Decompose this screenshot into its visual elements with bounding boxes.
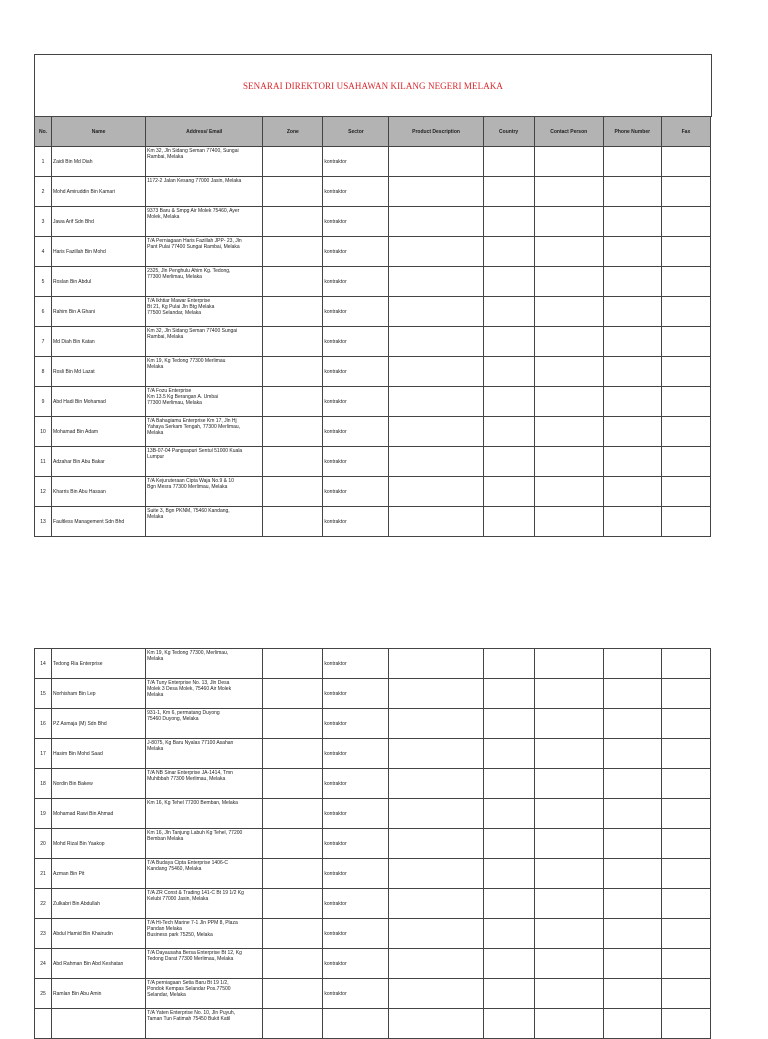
cell-product-description: [389, 829, 483, 859]
cell-fax: [661, 237, 710, 267]
cell-country: [483, 679, 534, 709]
cell-fax: [661, 387, 710, 417]
cell-zone: [263, 207, 323, 237]
cell-address: T/A Dayausaha Bersa Enterprise Bt 12, Kg Tedong Darat 77300 Merlimau, Melaka: [146, 949, 263, 979]
cell-address: T/A Perniagaan Haris Fazillah JPP- 23, Jln Pant Pulai 77400 Sungai Rambai, Melaka: [146, 237, 263, 267]
cell-contact-person: [534, 769, 603, 799]
cell-product-description: [389, 769, 483, 799]
cell-contact-person: [534, 799, 603, 829]
table-body: [35, 147, 711, 537]
cell-zone: [263, 417, 323, 447]
cell-name: Norhisham Bin Lep: [52, 679, 146, 709]
cell-contact-person: [534, 889, 603, 919]
cell-sector: kontraktor: [323, 769, 389, 799]
table-row: [35, 739, 711, 769]
cell-fax: [661, 919, 710, 949]
cell-address: 2325, Jln Penghulu Ahim Kg. Tedong, 77300 Merlimau, Melaka: [146, 267, 263, 297]
cell-product-description: [389, 267, 483, 297]
cell-country: [483, 649, 534, 679]
table-body: [35, 649, 711, 1039]
cell-no: 2: [35, 177, 52, 207]
cell-product-description: [389, 387, 483, 417]
cell-address: T/A Bahagiamu Enterprise Km 17, Jln Hj Yahaya Serkam Tengah, 77300 Merlimau, Melaka: [146, 417, 263, 447]
cell-country: [483, 829, 534, 859]
cell-phone-number: [603, 237, 661, 267]
table-row: [35, 709, 711, 739]
cell-fax: [661, 207, 710, 237]
cell-product-description: [389, 237, 483, 267]
cell-phone-number: [603, 949, 661, 979]
cell-name: PZ Asmaja (M) Sdn Bhd: [52, 709, 146, 739]
cell-phone-number: [603, 147, 661, 177]
cell-phone-number: [603, 739, 661, 769]
cell-product-description: [389, 949, 483, 979]
cell-sector: kontraktor: [323, 649, 389, 679]
cell-contact-person: [534, 237, 603, 267]
cell-name: Jawa Arif Sdn Bhd: [52, 207, 146, 237]
cell-address: 1172-2 Jalan Kesang 77000 Jasin, Melaka: [146, 177, 263, 207]
cell-phone-number: [603, 829, 661, 859]
cell-sector: kontraktor: [323, 357, 389, 387]
cell-contact-person: [534, 949, 603, 979]
cell-phone-number: [603, 327, 661, 357]
table-row: [35, 799, 711, 829]
directory-table-page2: [34, 648, 711, 1039]
cell-fax: [661, 889, 710, 919]
cell-product-description: [389, 177, 483, 207]
cell-no: 1: [35, 147, 52, 177]
cell-contact-person: [534, 387, 603, 417]
cell-no: 9: [35, 387, 52, 417]
cell-country: [483, 327, 534, 357]
header-address: Address/ Email: [146, 117, 263, 147]
cell-no: 4: [35, 237, 52, 267]
cell-address: T/A Tuny Enterprise No. 13, Jln Desa Molek 3 Desa Molek, 75460 Air Molek Melaka: [146, 679, 263, 709]
table-row: [35, 829, 711, 859]
cell-zone: [263, 799, 323, 829]
cell-fax: [661, 739, 710, 769]
cell-product-description: [389, 649, 483, 679]
cell-contact-person: [534, 147, 603, 177]
table-row: [35, 859, 711, 889]
cell-phone-number: [603, 769, 661, 799]
cell-name: Md Diah Bin Katan: [52, 327, 146, 357]
cell-product-description: [389, 507, 483, 537]
cell-no: 17: [35, 739, 52, 769]
cell-sector: kontraktor: [323, 207, 389, 237]
cell-name: Azman Bin Pit: [52, 859, 146, 889]
cell-no: 14: [35, 649, 52, 679]
cell-phone-number: [603, 387, 661, 417]
cell-zone: [263, 709, 323, 739]
cell-name: Rosli Bin Md Lazat: [52, 357, 146, 387]
cell-product-description: [389, 417, 483, 447]
cell-fax: [661, 417, 710, 447]
cell-address: Km 32, Jln Sidang Seman 77400, Sungai Rambai, Melaka: [146, 147, 263, 177]
cell-country: [483, 447, 534, 477]
cell-contact-person: [534, 207, 603, 237]
cell-product-description: [389, 709, 483, 739]
cell-address: 9373 Baru & Smpg Air Molek 75460, Ayer Molek, Melaka: [146, 207, 263, 237]
cell-fax: [661, 649, 710, 679]
cell-phone-number: [603, 207, 661, 237]
cell-country: [483, 507, 534, 537]
cell-name: Abdul Hamid Bin Khairudin: [52, 919, 146, 949]
cell-no: 7: [35, 327, 52, 357]
cell-name: Mohamad Rawi Bin Ahmad: [52, 799, 146, 829]
cell-no: 8: [35, 357, 52, 387]
cell-phone-number: [603, 417, 661, 447]
cell-address: T/A Fozu Enterprise Km 13.5 Kg Berangan A. Umbai 77300 Merlimau, Melaka: [146, 387, 263, 417]
header-name: Name: [52, 117, 146, 147]
cell-country: [483, 477, 534, 507]
cell-contact-person: [534, 679, 603, 709]
cell-zone: [263, 237, 323, 267]
cell-address: T/A Hi-Tech Marine 7-1 Jln PPM 8, Plaza Pandan Melaka Business park 75250, Melaka: [146, 919, 263, 949]
cell-contact-person: [534, 297, 603, 327]
cell-country: [483, 799, 534, 829]
cell-no: 24: [35, 949, 52, 979]
cell-fax: [661, 799, 710, 829]
cell-no: 21: [35, 859, 52, 889]
cell-contact-person: [534, 649, 603, 679]
cell-name: Adzahar Bin Abu Bakar: [52, 447, 146, 477]
cell-phone-number: [603, 919, 661, 949]
cell-fax: [661, 769, 710, 799]
cell-sector: kontraktor: [323, 739, 389, 769]
cell-contact-person: [534, 477, 603, 507]
document-title: SENARAI DIREKTORI USAHAWAN KILANG NEGERI MELAKA: [242, 81, 504, 91]
cell-country: [483, 207, 534, 237]
cell-no: 6: [35, 297, 52, 327]
cell-sector: kontraktor: [323, 507, 389, 537]
cell-sector: kontraktor: [323, 679, 389, 709]
cell-address: Km 32, Jln Sidang Seman 77400 Sungai Rambai, Melaka: [146, 327, 263, 357]
cell-fax: [661, 267, 710, 297]
cell-address: T/A Yaten Enterprise No. 10, Jln Puyuh, Taman Tun Fatimah 75450 Bukit Katil: [146, 1009, 263, 1039]
cell-country: [483, 297, 534, 327]
cell-phone-number: [603, 177, 661, 207]
cell-sector: kontraktor: [323, 177, 389, 207]
cell-country: [483, 387, 534, 417]
cell-address: 931-1, Km 6, permatang Duyong 75460 Duyong, Melaka: [146, 709, 263, 739]
table-row: [35, 507, 711, 537]
cell-phone-number: [603, 447, 661, 477]
header-row: [35, 117, 711, 147]
cell-product-description: [389, 799, 483, 829]
cell-zone: [263, 889, 323, 919]
cell-zone: [263, 859, 323, 889]
cell-sector: kontraktor: [323, 949, 389, 979]
cell-no: 3: [35, 207, 52, 237]
table-row: [35, 889, 711, 919]
cell-sector: kontraktor: [323, 919, 389, 949]
cell-contact-person: [534, 267, 603, 297]
cell-sector: kontraktor: [323, 147, 389, 177]
header-contact-person: Contact Person: [534, 117, 603, 147]
cell-address: T/A Ikhtiar Mawar Enterprise Bt 21, Kg Pulai Jln Btg Melaka 77500 Selandar, Melaka: [146, 297, 263, 327]
cell-sector: kontraktor: [323, 859, 389, 889]
table-row: [35, 679, 711, 709]
cell-fax: [661, 327, 710, 357]
cell-country: [483, 709, 534, 739]
cell-address: Km 16, Kg Tehel 77200 Bemban, Melaka: [146, 799, 263, 829]
table-row: [35, 949, 711, 979]
cell-sector: kontraktor: [323, 889, 389, 919]
cell-fax: [661, 507, 710, 537]
table-row: [35, 297, 711, 327]
cell-zone: [263, 979, 323, 1009]
cell-sector: kontraktor: [323, 387, 389, 417]
cell-phone-number: [603, 979, 661, 1009]
cell-zone: [263, 829, 323, 859]
cell-sector: kontraktor: [323, 267, 389, 297]
cell-country: [483, 237, 534, 267]
cell-zone: [263, 357, 323, 387]
cell-no: 13: [35, 507, 52, 537]
cell-no: 12: [35, 477, 52, 507]
table-row: [35, 417, 711, 447]
cell-zone: [263, 649, 323, 679]
cell-name: Mohd Amiruddin Bin Kamari: [52, 177, 146, 207]
cell-zone: [263, 507, 323, 537]
cell-no: 23: [35, 919, 52, 949]
cell-country: [483, 357, 534, 387]
header-fax: Fax: [661, 117, 710, 147]
cell-phone-number: [603, 679, 661, 709]
cell-zone: [263, 177, 323, 207]
cell-zone: [263, 447, 323, 477]
cell-address: T/A Kejuruteraan Cipta Waja No.9 & 10 Bgn Mesra 77300 Merlimau, Melaka: [146, 477, 263, 507]
cell-contact-person: [534, 357, 603, 387]
cell-sector: kontraktor: [323, 799, 389, 829]
table-row: [35, 649, 711, 679]
cell-sector: kontraktor: [323, 297, 389, 327]
cell-country: [483, 979, 534, 1009]
cell-name: Rahim Bin A Ghani: [52, 297, 146, 327]
cell-contact-person: [534, 859, 603, 889]
cell-phone-number: [603, 709, 661, 739]
cell-country: [483, 949, 534, 979]
cell-no: 25: [35, 979, 52, 1009]
cell-zone: [263, 297, 323, 327]
cell-fax: [661, 477, 710, 507]
cell-product-description: [389, 327, 483, 357]
cell-no: 5: [35, 267, 52, 297]
cell-zone: [263, 919, 323, 949]
cell-zone: [263, 739, 323, 769]
cell-sector: kontraktor: [323, 477, 389, 507]
cell-country: [483, 769, 534, 799]
cell-fax: [661, 147, 710, 177]
header-product-description: Product Description: [389, 117, 483, 147]
cell-zone: [263, 267, 323, 297]
cell-zone: [263, 769, 323, 799]
cell-sector: kontraktor: [323, 417, 389, 447]
cell-zone: [263, 327, 323, 357]
cell-country: [483, 889, 534, 919]
cell-product-description: [389, 147, 483, 177]
cell-name: Mohd Rizal Bin Yaakop: [52, 829, 146, 859]
cell-no: 18: [35, 769, 52, 799]
cell-address: T/A NB Sinar Enterprise JA-1414, Tmn Muhibbah 77300 Merlimau, Melaka: [146, 769, 263, 799]
cell-name: Ramlan Bin Abu Amin: [52, 979, 146, 1009]
cell-no: 10: [35, 417, 52, 447]
table-row: [35, 327, 711, 357]
cell-phone-number: [603, 507, 661, 537]
table-row: [35, 207, 711, 237]
cell-product-description: [389, 297, 483, 327]
table-row: [35, 267, 711, 297]
cell-name: Abd Rahman Bin Abd Keshatan: [52, 949, 146, 979]
cell-address: T/A Budaya Cipta Enterprise 1406-C Kandang 75460, Melaka: [146, 859, 263, 889]
cell-phone-number: [603, 889, 661, 919]
cell-product-description: [389, 739, 483, 769]
cell-no: 15: [35, 679, 52, 709]
cell-name: Haris Fazillah Bin Mohd: [52, 237, 146, 267]
cell-phone-number: [603, 267, 661, 297]
cell-no: 19: [35, 799, 52, 829]
cell-fax: [661, 859, 710, 889]
table-row: [35, 387, 711, 417]
cell-product-description: [389, 679, 483, 709]
cell-contact-person: [534, 177, 603, 207]
cell-phone-number: [603, 477, 661, 507]
cell-zone: [263, 387, 323, 417]
cell-product-description: [389, 859, 483, 889]
cell-contact-person: [534, 327, 603, 357]
cell-product-description: [389, 979, 483, 1009]
cell-address: Km 16, Jln Tanjung Labuh Kg Tehel, 77200 Bemban Melaka: [146, 829, 263, 859]
table-row: [35, 147, 711, 177]
header-country: Country: [483, 117, 534, 147]
cell-country: [483, 919, 534, 949]
cell-product-description: [389, 477, 483, 507]
cell-address: 13B-07-04 Pangsapuri Sentul 51000 Kuala Lumpur: [146, 447, 263, 477]
cell-fax: [661, 829, 710, 859]
cell-product-description: [389, 919, 483, 949]
cell-contact-person: [534, 979, 603, 1009]
cell-name: Hasim Bin Mohd Saad: [52, 739, 146, 769]
cell-zone: [263, 147, 323, 177]
table-row: [35, 919, 711, 949]
cell-sector: kontraktor: [323, 829, 389, 859]
cell-fax: [661, 679, 710, 709]
cell-country: [483, 739, 534, 769]
cell-name: Roslan Bin Abdul: [52, 267, 146, 297]
cell-name: Kharris Bin Abu Hassan: [52, 477, 146, 507]
cell-address: Km 19, Kg Tedong 77300 Merlimau Melaka: [146, 357, 263, 387]
cell-phone-number: [603, 297, 661, 327]
cell-zone: [263, 949, 323, 979]
cell-fax: [661, 949, 710, 979]
cell-country: [483, 147, 534, 177]
cell-fax: [661, 297, 710, 327]
cell-phone-number: [603, 357, 661, 387]
cell-contact-person: [534, 447, 603, 477]
header-zone: Zone: [263, 117, 323, 147]
cell-name: Mohamad Bin Adam: [52, 417, 146, 447]
cell-sector: kontraktor: [323, 709, 389, 739]
cell-fax: [661, 709, 710, 739]
table-row: [35, 769, 711, 799]
cell-no: 20: [35, 829, 52, 859]
cell-product-description: [389, 889, 483, 919]
cell-name: Abd Hadi Bin Mohamad: [52, 387, 146, 417]
cell-contact-person: [534, 709, 603, 739]
table-row: [35, 477, 711, 507]
title-box: [34, 54, 712, 117]
cell-no: 16: [35, 709, 52, 739]
table-row: [35, 177, 711, 207]
cell-contact-person: [534, 739, 603, 769]
cell-sector: kontraktor: [323, 327, 389, 357]
cell-name: Tedong Ria Enterprise: [52, 649, 146, 679]
table-row: [35, 979, 711, 1009]
cell-address: T/A perniagaan Setia Baru Bt 19 1/2, Pondok Kempas Selandar Pos.77500 Selandar, Melaka: [146, 979, 263, 1009]
cell-product-description: [389, 357, 483, 387]
cell-name: Zaidi Bin Md Diah: [52, 147, 146, 177]
cell-sector: kontraktor: [323, 447, 389, 477]
directory-table-page1: [34, 116, 711, 537]
header-phone-number: Phone Number: [603, 117, 661, 147]
cell-no: 22: [35, 889, 52, 919]
cell-fax: [661, 447, 710, 477]
cell-contact-person: [534, 829, 603, 859]
cell-fax: [661, 177, 710, 207]
cell-contact-person: [534, 507, 603, 537]
cell-product-description: [389, 447, 483, 477]
cell-fax: [661, 357, 710, 387]
table-row: [35, 237, 711, 267]
cell-country: [483, 267, 534, 297]
header-no: No.: [35, 117, 52, 147]
cell-name: Faultless Management Sdn Bhd: [52, 507, 146, 537]
cell-phone-number: [603, 859, 661, 889]
cell-zone: [263, 679, 323, 709]
cell-sector: kontraktor: [323, 979, 389, 1009]
cell-contact-person: [534, 919, 603, 949]
cell-name: Zulkabri Bin Abdullah: [52, 889, 146, 919]
cell-address: T/A ZR Const & Trading 141-C Bt 19 1/2 Kg Kelubi 77000 Jasin, Melaka: [146, 889, 263, 919]
cell-country: [483, 859, 534, 889]
cell-address: J-8075, Kg Baru Nyalas 77100 Asahan Melaka: [146, 739, 263, 769]
cell-address: Suite 3, Bgn PKNM, 75460 Kandang, Melaka: [146, 507, 263, 537]
cell-no: 11: [35, 447, 52, 477]
cell-address: Km 19, Kg Tedong 77300, Merlimau, Melaka: [146, 649, 263, 679]
cell-zone: [263, 477, 323, 507]
cell-country: [483, 417, 534, 447]
table-row: [35, 357, 711, 387]
cell-phone-number: [603, 799, 661, 829]
cell-name: Nordin Bin Bakew: [52, 769, 146, 799]
cell-contact-person: [534, 417, 603, 447]
table-row: [35, 447, 711, 477]
cell-fax: [661, 979, 710, 1009]
cell-phone-number: [603, 649, 661, 679]
header-sector: Sector: [323, 117, 389, 147]
cell-product-description: [389, 207, 483, 237]
cell-country: [483, 177, 534, 207]
cell-sector: kontraktor: [323, 237, 389, 267]
